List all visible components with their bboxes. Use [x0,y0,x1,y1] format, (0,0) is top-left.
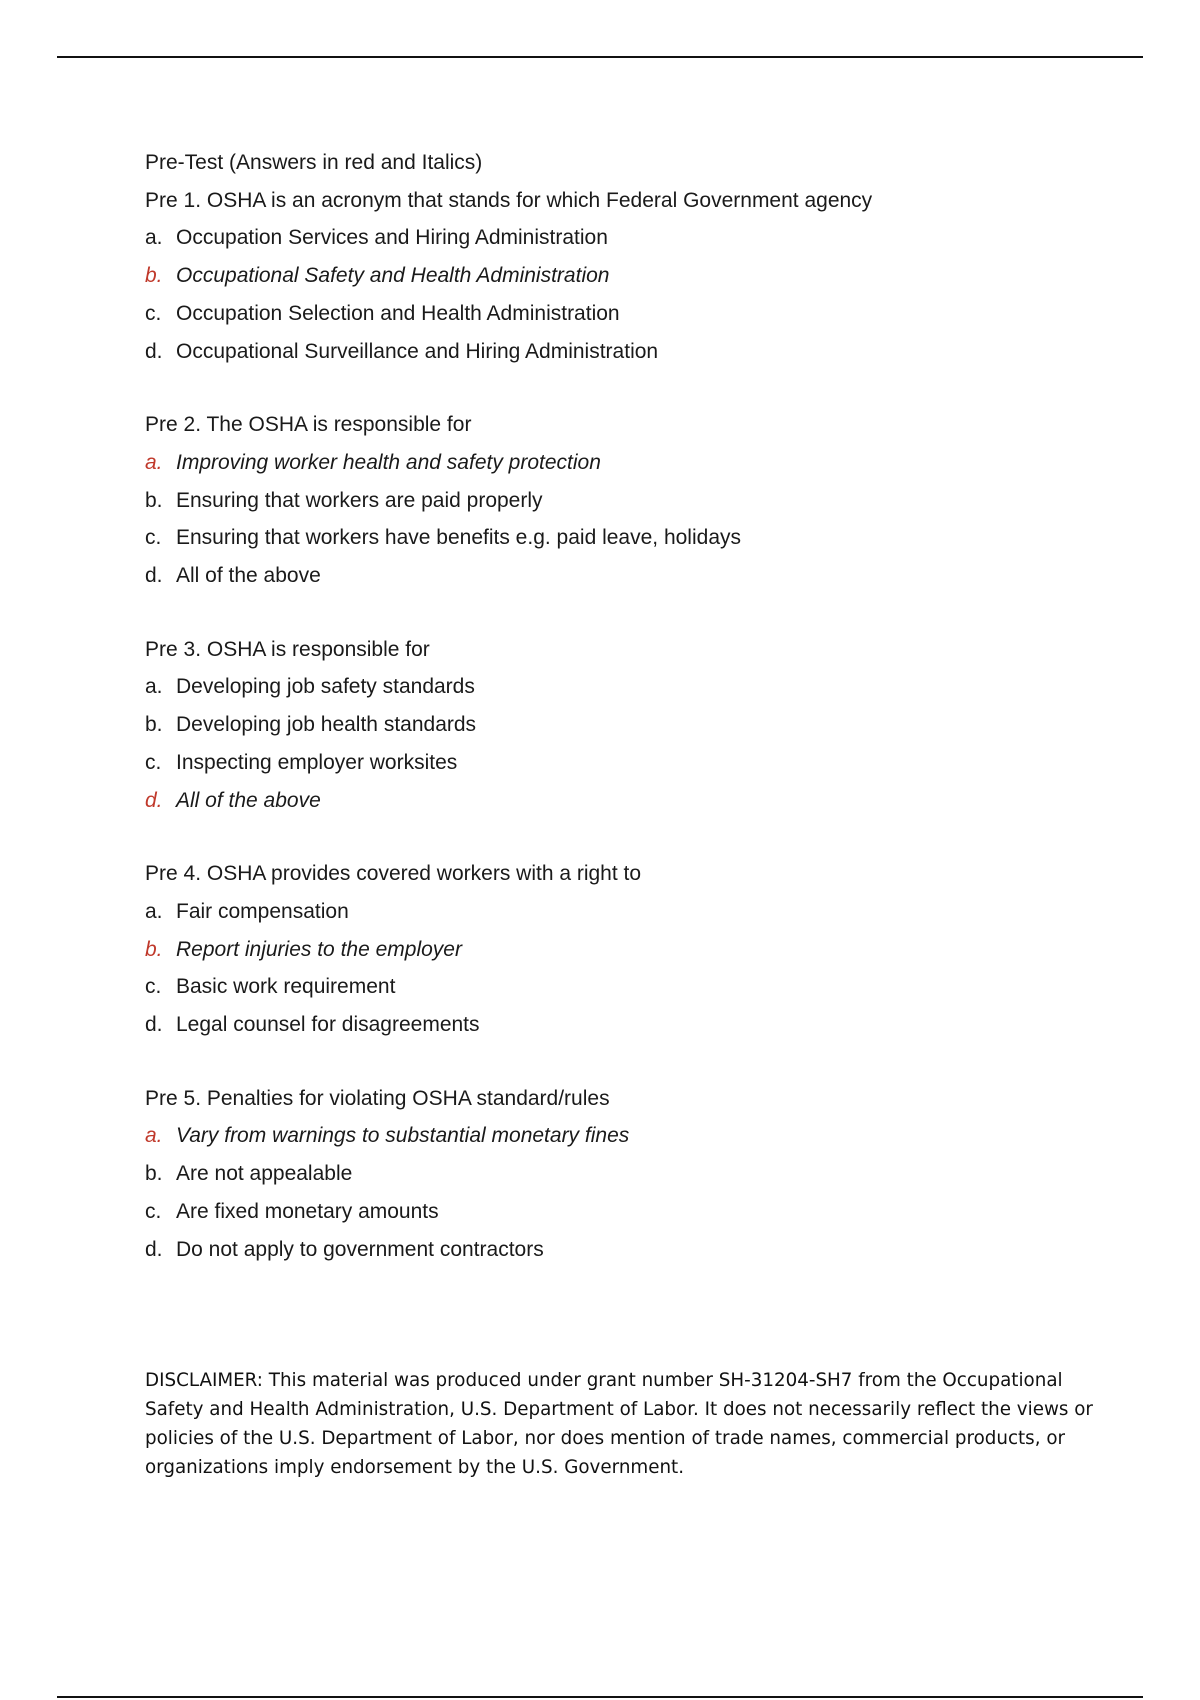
answer-option [145,668,1105,706]
correct-answer-option [145,257,1105,295]
option-letter: c. [145,975,162,999]
question-block [145,406,1105,595]
option-letter: d. [145,339,163,363]
answer-option [145,482,1105,520]
question-block [145,855,1105,1044]
correct-answer-option [145,444,1105,482]
option-text: Developing job safety standards [176,675,475,699]
top-rule [57,56,1143,58]
option-text: Legal counsel for disagreements [176,1013,480,1037]
option-letter: c. [145,750,162,774]
answer-option [145,333,1105,371]
option-letter: b. [145,488,163,512]
pretest-header: Pre-Test (Answers in red and Italics) [145,151,483,174]
correct-answer-option [145,782,1105,820]
option-text: Occupation Selection and Health Administration [176,301,620,325]
question-block [145,631,1105,820]
answer-option [145,519,1105,557]
question-prompt: Pre 2. The OSHA is responsible for [145,413,472,437]
option-text: Are fixed monetary amounts [176,1199,439,1223]
correct-answer-option [145,931,1105,969]
option-letter: a. [145,450,163,474]
disclaimer-line: organizations imply endorsement by the U.S. Government. [145,1457,685,1478]
option-text: Ensuring that workers are paid properly [176,488,543,512]
disclaimer-line: Safety and Health Administration, U.S. Department of Labor. It does not necessarily reflect the views or [145,1399,1093,1420]
answer-option [145,1231,1105,1269]
question-list [145,182,1105,1269]
answer-option [145,706,1105,744]
pretest-content [145,144,1105,1268]
answer-option [145,1006,1105,1044]
question-prompt: Pre 3. OSHA is responsible for [145,637,430,661]
answer-option [145,557,1105,595]
option-text: Developing job health standards [176,713,477,737]
option-text: All of the above [176,564,321,588]
option-text: Are not appealable [176,1162,353,1186]
option-letter: b. [145,937,163,961]
correct-answer-option [145,1117,1105,1155]
option-text: Occupational Surveillance and Hiring Administration [176,339,659,363]
answer-option [145,295,1105,333]
disclaimer [145,1366,1095,1482]
option-text: Ensuring that workers have benefits e.g. paid leave, holidays [176,526,742,550]
option-text: Basic work requirement [176,975,396,999]
option-letter: b. [145,264,163,288]
option-text: Improving worker health and safety protection [176,450,601,474]
answer-option [145,744,1105,782]
option-letter: a. [145,675,163,699]
option-text: Occupational Safety and Health Administration [176,264,610,288]
answer-option [145,1155,1105,1193]
option-text: Do not apply to government contractors [176,1237,544,1261]
option-text: Vary from warnings to substantial monetary fines [176,1124,630,1148]
answer-option [145,219,1105,257]
bottom-rule [57,1696,1143,1698]
option-text: All of the above [176,788,321,812]
option-text: Fair compensation [176,899,349,923]
answer-option [145,1193,1105,1231]
option-letter: c. [145,1199,162,1223]
disclaimer-line: policies of the U.S. Department of Labor, nor does mention of trade names, commercial products, or [145,1428,1066,1449]
option-letter: a. [145,899,163,923]
option-letter: c. [145,301,162,325]
question-block [145,182,1105,371]
option-text: Report injuries to the employer [176,937,462,961]
question-prompt: Pre 5. Penalties for violating OSHA standard/rules [145,1086,610,1110]
option-text: Inspecting employer worksites [176,750,458,774]
option-letter: a. [145,1124,163,1148]
option-text: Occupation Services and Hiring Administration [176,226,608,250]
option-letter: c. [145,526,162,550]
option-letter: d. [145,1237,163,1261]
question-prompt: Pre 4. OSHA provides covered workers with a right to [145,862,642,886]
answer-option [145,893,1105,931]
question-block [145,1080,1105,1269]
option-letter: d. [145,1013,163,1037]
disclaimer-line: DISCLAIMER: This material was produced under grant number SH-31204-SH7 from the Occupational [145,1370,1063,1391]
option-letter: a. [145,226,163,250]
option-letter: b. [145,713,163,737]
answer-option [145,968,1105,1006]
option-letter: d. [145,564,163,588]
option-letter: d. [145,788,163,812]
question-prompt: Pre 1. OSHA is an acronym that stands for which Federal Government agency [145,188,873,212]
option-letter: b. [145,1162,163,1186]
